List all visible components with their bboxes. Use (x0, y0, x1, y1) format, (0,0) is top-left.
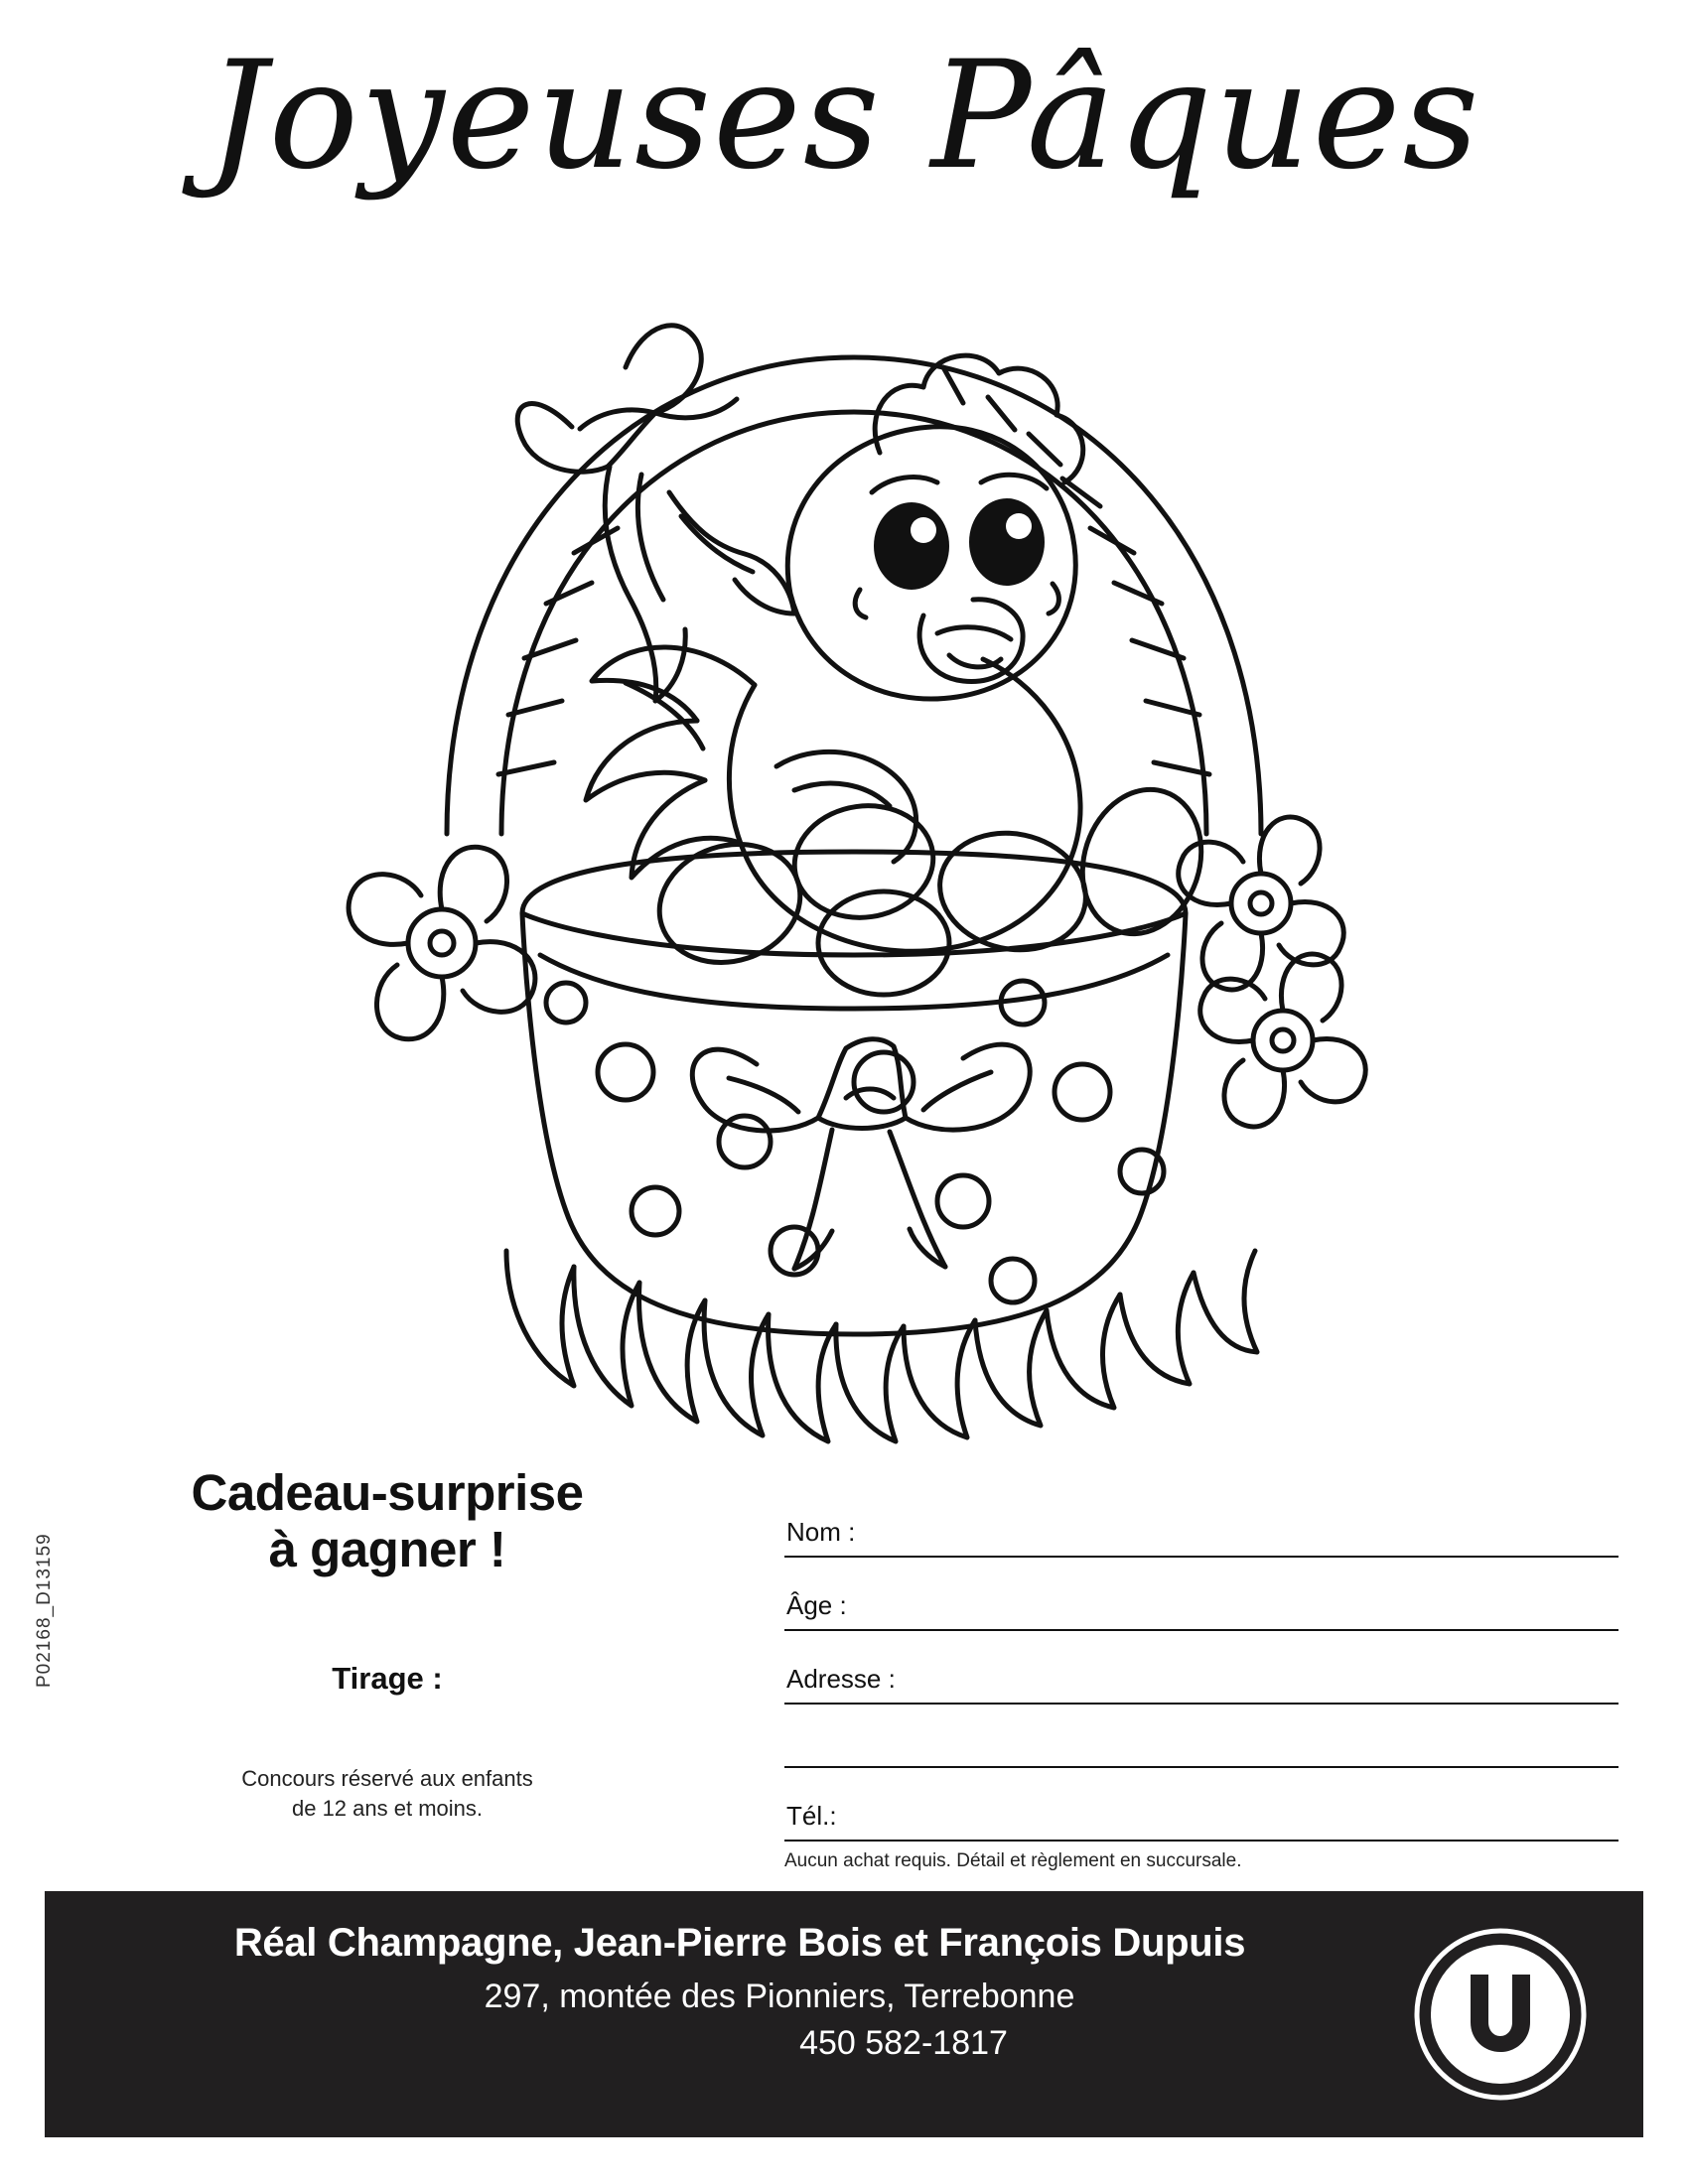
phone-label: Tél.: (786, 1801, 837, 1831)
easter-basket-chick-illustration (328, 218, 1380, 1449)
entry-form (784, 1484, 1618, 1872)
promo-headline-line2: à gagner ! (268, 1521, 506, 1578)
draw-label: Tirage : (332, 1661, 443, 1697)
footer-address: 297, montée des Pionniers, Terrebonne (484, 1978, 1075, 2015)
footer-banner (45, 1891, 1643, 2137)
address-field[interactable] (784, 1631, 1618, 1705)
address-label: Adresse : (786, 1664, 896, 1694)
address-field-line2[interactable] (784, 1705, 1618, 1768)
age-field[interactable] (784, 1558, 1618, 1631)
footer-contact (45, 1921, 1375, 2063)
name-field[interactable] (784, 1484, 1618, 1558)
contest-rules-line2: de 12 ans et moins. (291, 1795, 483, 1821)
phone-field[interactable] (784, 1768, 1618, 1842)
contest-rules (119, 1764, 655, 1823)
age-label: Âge : (786, 1590, 847, 1620)
form-disclaimer: Aucun achat requis. Détail et règlement en succursale. (784, 1850, 1242, 1871)
footer-phone: 450 582-1817 (799, 2024, 1008, 2062)
promo-column (119, 1464, 655, 1824)
promo-headline (119, 1464, 655, 1577)
footer-owners: Réal Champagne, Jean-Pierre Bois et François Dupuis (233, 1921, 1246, 1965)
metro-u-logo (1413, 1927, 1588, 2102)
contest-rules-line1: Concours réservé aux enfants (241, 1766, 533, 1792)
print-code: P02168_D13159 (34, 1533, 55, 1688)
promo-headline-line1: Cadeau-surprise (191, 1464, 584, 1521)
name-label: Nom : (786, 1517, 856, 1547)
page-title: Joyeuses Pâques (207, 30, 1481, 203)
